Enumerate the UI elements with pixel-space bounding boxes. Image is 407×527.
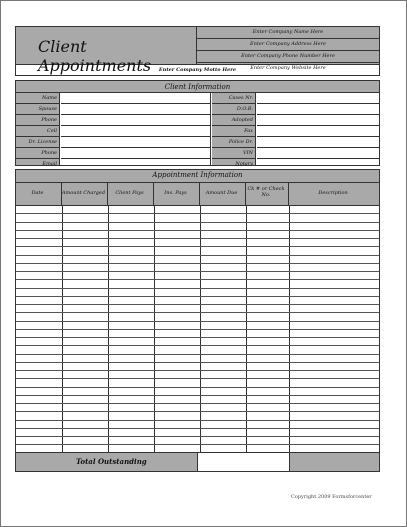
table-row-line xyxy=(16,387,379,388)
field-cell[interactable] xyxy=(61,126,210,137)
table-row-line xyxy=(16,428,379,429)
col-client-pays: Client Pays xyxy=(115,190,144,196)
table-row-line xyxy=(16,362,379,363)
label-phone-2: Phone xyxy=(16,148,59,159)
table-row-line xyxy=(16,395,379,396)
table-row-line xyxy=(16,370,379,371)
column-divider xyxy=(245,182,246,205)
column-divider xyxy=(153,182,154,205)
table-row-line xyxy=(16,304,379,305)
label-adopted: Adopted xyxy=(212,115,255,126)
col-date: Date xyxy=(31,190,44,196)
appointment-table-body xyxy=(15,205,380,453)
client-section-header: Client Information xyxy=(15,80,380,93)
col-ins-pays: Ins. Pays xyxy=(164,190,187,196)
label-email: Email xyxy=(42,161,57,167)
field-license[interactable] xyxy=(61,137,210,148)
field-spouse[interactable] xyxy=(61,104,210,115)
appointment-header-separators xyxy=(15,182,380,205)
table-row-line xyxy=(16,403,379,404)
table-row-line xyxy=(16,321,379,322)
col-check-no: Ck # or Check No. xyxy=(247,186,285,198)
label-license: Dr. License xyxy=(16,137,59,148)
client-right-values xyxy=(257,93,380,165)
label-police: Police Dr. xyxy=(212,137,255,148)
total-outstanding-bar xyxy=(15,453,198,472)
label-vin: VIN xyxy=(212,148,255,159)
table-row-line xyxy=(16,329,379,330)
table-row-line xyxy=(16,436,379,437)
column-divider xyxy=(61,182,62,205)
company-phone[interactable]: Enter Company Phone Number Here xyxy=(197,51,379,63)
client-info-grid xyxy=(15,93,380,166)
table-row-line xyxy=(16,444,379,445)
table-row-line xyxy=(16,271,379,272)
table-row-line xyxy=(16,279,379,280)
page-title: Client Appointments xyxy=(38,37,152,75)
field-fax[interactable] xyxy=(257,126,380,137)
field-dob[interactable] xyxy=(257,104,380,115)
table-row-line xyxy=(16,230,379,231)
company-address[interactable]: Enter Company Address Here xyxy=(197,39,379,51)
field-notary[interactable] xyxy=(257,159,380,169)
client-left-labels xyxy=(16,93,60,165)
table-row-line xyxy=(16,246,379,247)
table-row-line xyxy=(16,238,379,239)
col-amount-due: Amount Due xyxy=(205,190,238,196)
table-row-line xyxy=(16,255,379,256)
table-row-line xyxy=(16,337,379,338)
table-row-line xyxy=(16,213,379,214)
field-vin[interactable] xyxy=(257,148,380,159)
table-row-line xyxy=(16,354,379,355)
field-name[interactable] xyxy=(61,93,210,104)
client-left-values xyxy=(61,93,211,165)
label-cell: Cell xyxy=(16,126,59,137)
table-row-line xyxy=(16,263,379,264)
label-spouse: Spouse xyxy=(16,104,59,115)
company-name[interactable]: Enter Company Name Here xyxy=(197,27,379,39)
table-row-line xyxy=(16,288,379,289)
label-name: Name xyxy=(16,93,59,104)
field-phone-2[interactable] xyxy=(61,148,210,159)
table-row-line xyxy=(16,312,379,313)
column-divider xyxy=(107,182,108,205)
table-row-line xyxy=(16,296,379,297)
total-outstanding-field[interactable] xyxy=(198,453,289,472)
total-outstanding-label: Total Outstanding xyxy=(76,457,147,466)
column-divider xyxy=(288,182,289,205)
column-divider xyxy=(199,182,200,205)
company-info-block xyxy=(197,26,380,71)
table-row-line xyxy=(16,222,379,223)
appointment-section-title: Appointment Information xyxy=(152,171,243,179)
table-row-line xyxy=(16,378,379,379)
table-row-line xyxy=(16,345,379,346)
label-fax: Fax xyxy=(212,126,255,137)
company-motto[interactable]: Enter Company Motto Here xyxy=(15,65,380,76)
field-police[interactable] xyxy=(257,137,380,148)
field-adopted[interactable] xyxy=(257,115,380,126)
company-website[interactable]: Enter Company Website Here xyxy=(250,65,326,71)
footer-watermark: Copyright 2009 Formsforcenter xyxy=(291,494,372,500)
label-dob: D.O.B. xyxy=(212,104,255,115)
field-phone[interactable] xyxy=(61,115,210,126)
table-row-line xyxy=(16,420,379,421)
col-description: Description xyxy=(318,190,348,196)
label-phone: Phone xyxy=(16,115,59,126)
table-row-line xyxy=(16,411,379,412)
client-right-labels xyxy=(212,93,256,165)
field-email[interactable] xyxy=(61,159,210,169)
total-right-block xyxy=(289,453,380,472)
col-amount-charged: Amount Charged xyxy=(61,190,106,196)
label-cases: Cases Nr. xyxy=(212,93,255,104)
label-notary: Notary xyxy=(235,161,253,167)
field-cases[interactable] xyxy=(257,93,380,104)
title-block xyxy=(15,26,197,75)
